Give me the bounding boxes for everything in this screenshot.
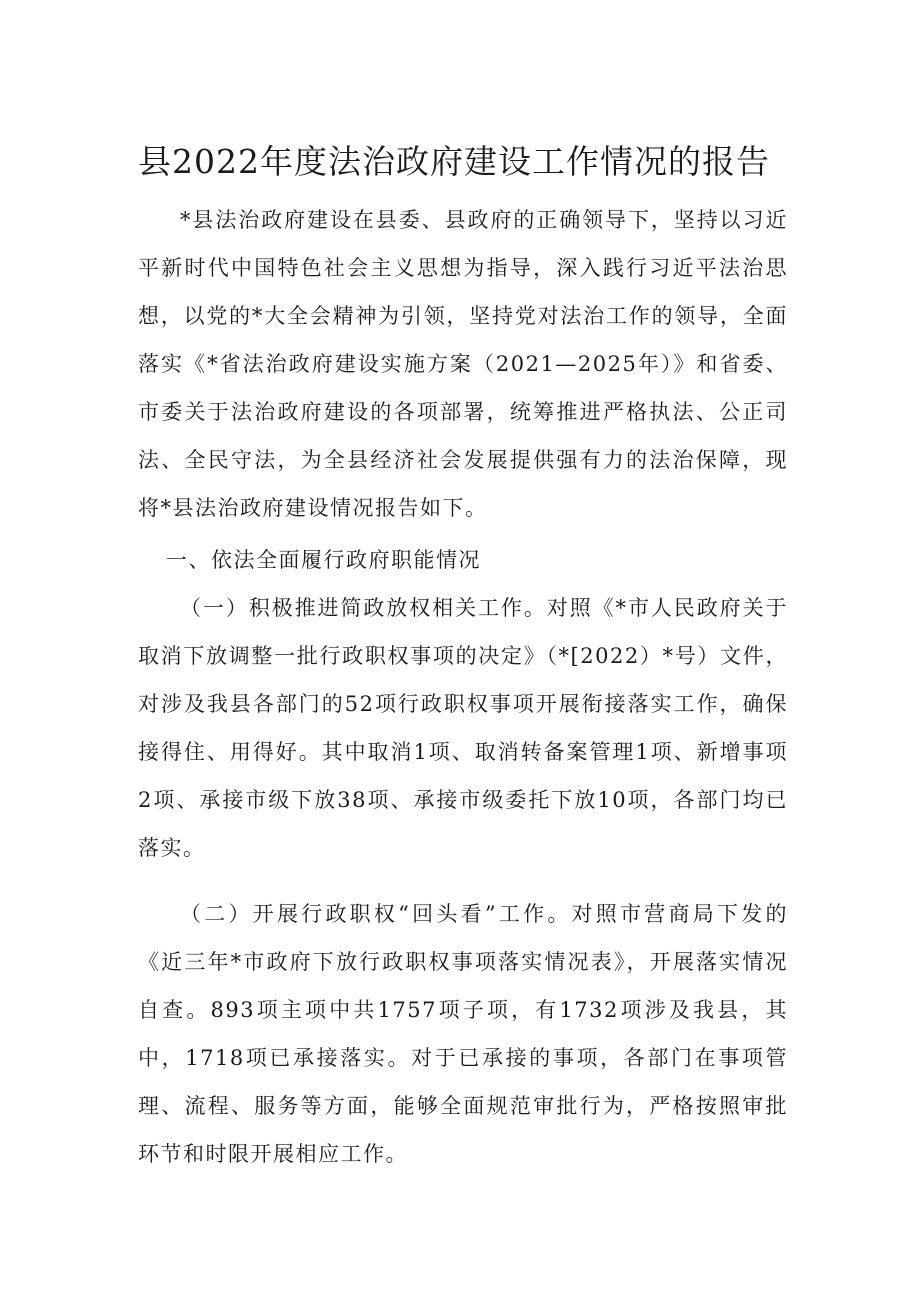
subsection-2-paragraph: （二）开展行政职权“回头看”工作。对照市营商局下发的《近三年*市政府下放行政职权事项落实情况表》，开展落实情况自查。893项主项中共1757项子项，有1732项涉及我县，其中，1718项已承接落实。对于已承接的事项，各部门在事项管理、流程、服务等方面，能够全面规范审批行为，严格按照审批环节和时限开展相应工作。 [138,902,788,1166]
intro-paragraph: *县法治政府建设在县委、县政府的正确领导下，坚持以习近平新时代中国特色社会主义思想为指导，深入践行习近平法治思想，以党的*大全会精神为引领，坚持党对法治工作的领导，全面落实《*省法治政府建设实施方案（2021—2025年）》和省委、市委关于法治政府建设的各项部署，统筹推进严格执法、公正司法、全民守法，为全县经济社会发展提供强有力的法治保障，现将*县法治政府建设情况报告如下。 [138,208,788,520]
section-heading: 一、依法全面履行政府职能情况 [166,548,481,572]
document-title: 县2022年度法治政府建设工作情况的报告 [138,142,770,181]
subsection-1-paragraph: （一）积极推进简政放权相关工作。对照《*市人民政府关于取消下放调整一批行政职权事项的决定》（*[2022）*号）文件，对涉及我县各部门的52项行政职权事项开展衔接落实工作，确保接得住、用得好。其中取消1项、取消转备案管理1项、新增事项2项、承接市级下放38项、承接市级委托下放10项，各部门均已落实。 [138,596,788,860]
document-body [138,196,788,1178]
